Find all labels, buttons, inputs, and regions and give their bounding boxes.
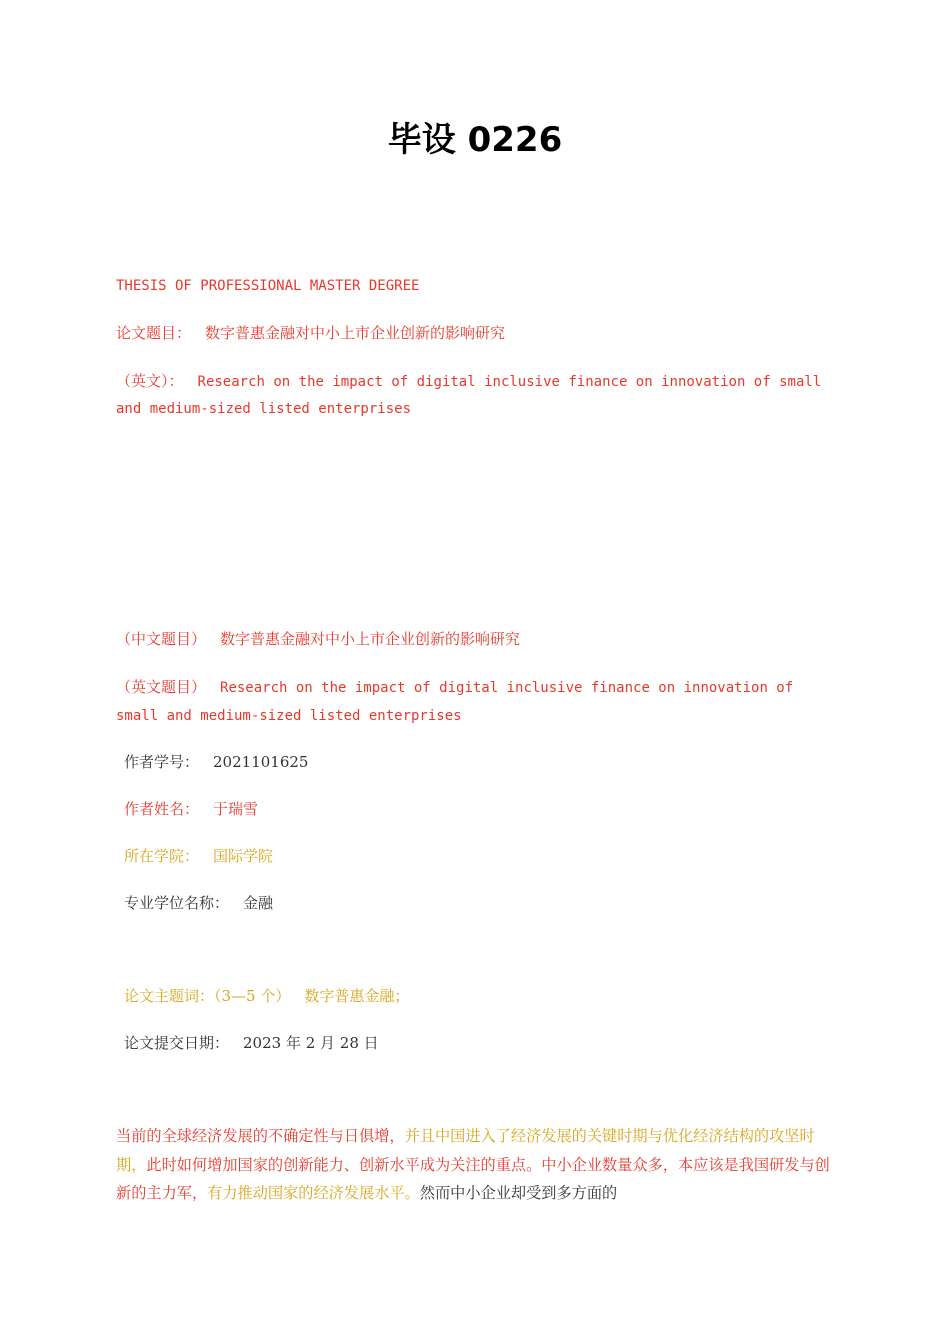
keywords-label: 论文主题词：（3—5 个） xyxy=(124,987,291,1005)
topic-value: 数字普惠金融对中小上市企业创新的影响研究 xyxy=(205,324,506,342)
college-label: 所在学院： xyxy=(124,847,200,865)
document-title: 毕设 0226 xyxy=(387,120,563,160)
cn-title-value: 数字普惠金融对中小上市企业创新的影响研究 xyxy=(220,630,521,648)
en-title-label: （英文题目） xyxy=(116,678,207,696)
abstract-paragraph xyxy=(116,1122,836,1208)
thesis-type: THESIS OF PROFESSIONAL MASTER DEGREE xyxy=(116,278,420,294)
paragraph-sentence-4: 有力推动国家的经济发展水平。 xyxy=(207,1184,420,1202)
submit-date-value: 2023 年 2 月 28 日 xyxy=(243,1034,379,1052)
english-topic-row xyxy=(116,371,821,392)
cn-title-label: （中文题目） xyxy=(116,630,207,648)
author-name-label: 作者姓名： xyxy=(124,800,200,818)
student-id-label: 作者学号： xyxy=(124,753,200,771)
english-topic-line2: and medium-sized listed enterprises xyxy=(116,401,412,417)
degree-label: 专业学位名称： xyxy=(124,894,230,912)
english-topic-line1: Research on the impact of digital inclusive finance on innovation of small xyxy=(197,374,822,390)
student-id-row xyxy=(124,752,308,772)
en-title-line1: Research on the impact of digital inclusive finance on innovation of xyxy=(220,680,794,696)
author-name-row xyxy=(124,799,258,819)
college-row xyxy=(124,846,273,866)
en-title-row xyxy=(116,677,793,698)
paragraph-sentence-2: 并且中国进入了经济发展的关键时期与优化经济结构的攻坚时期， xyxy=(116,1127,815,1174)
degree-value: 金融 xyxy=(243,894,274,912)
topic-label: 论文题目： xyxy=(116,324,192,342)
submit-date-row xyxy=(124,1033,379,1053)
topic-row xyxy=(116,323,505,343)
en-title-line2: small and medium-sized listed enterprises xyxy=(116,708,462,724)
paragraph-sentence-1: 当前的全球经济发展的不确定性与日俱增， xyxy=(116,1127,405,1145)
student-id-value: 2021101625 xyxy=(213,753,309,771)
keywords-row xyxy=(124,986,409,1006)
paragraph-sentence-5: 然而中小企业却受到多方面的 xyxy=(419,1184,618,1202)
english-topic-label: （英文）： xyxy=(116,372,184,390)
keywords-value: 数字普惠金融； xyxy=(304,987,410,1005)
paragraph-sentence-3: 此时如何增加国家的创新能力、创新水平成为关注的重点。中小企业数量众多，本应该是我国研发与创新的主力军， xyxy=(116,1155,830,1202)
cn-title-row xyxy=(116,629,520,649)
submit-date-label: 论文提交日期： xyxy=(124,1034,230,1052)
college-value: 国际学院 xyxy=(213,847,274,865)
degree-row xyxy=(124,893,273,913)
author-name-value: 于瑞雪 xyxy=(213,800,259,818)
